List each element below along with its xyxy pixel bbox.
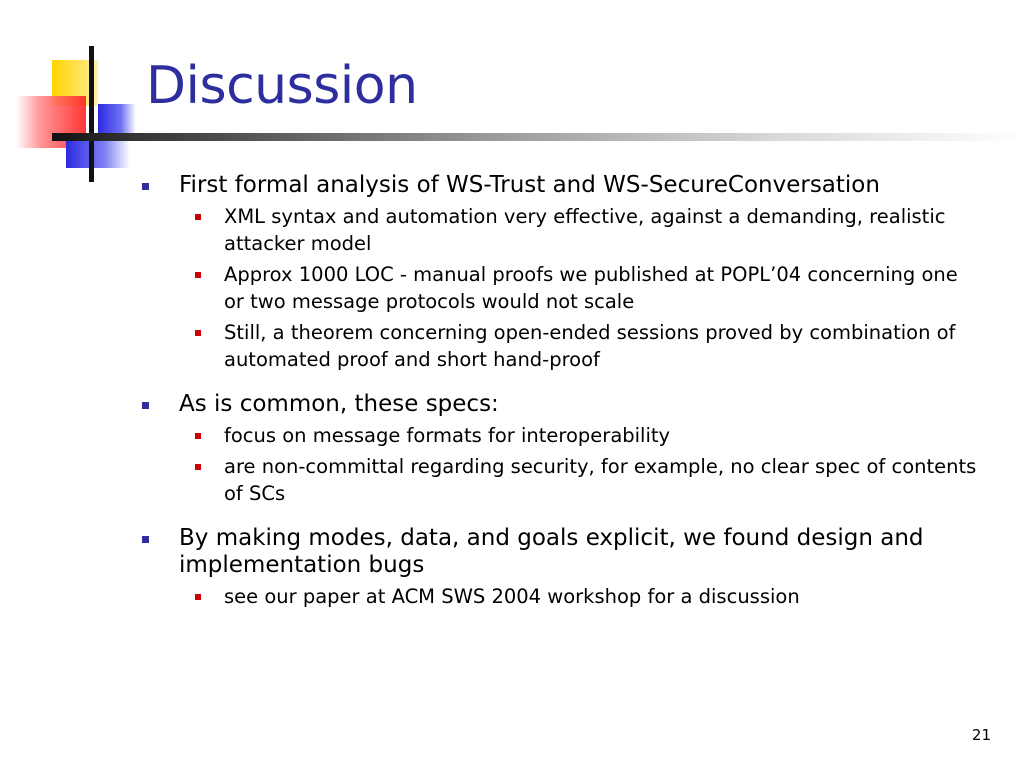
bullet-group-2: [140, 391, 980, 507]
sub-bullet-item: [140, 583, 980, 610]
square-bullet-icon: [195, 272, 201, 278]
square-bullet-icon: [142, 402, 149, 409]
bullet-text: First formal analysis of WS-Trust and WS-SecureConversation: [179, 172, 880, 198]
square-bullet-icon: [195, 433, 201, 439]
bullet-list: [140, 172, 980, 610]
sub-bullet-item: [140, 453, 980, 507]
sub-bullet-text: focus on message formats for interoperability: [224, 424, 671, 447]
square-bullet-icon: [195, 464, 201, 470]
bullet-group-1: [140, 172, 980, 373]
bullet-item: [140, 391, 980, 418]
sub-bullet-text: Still, a theorem concerning open-ended sessions proved by combination of automated proof and short hand-proof: [224, 321, 956, 371]
vertical-rule: [89, 46, 94, 182]
bullet-text: As is common, these specs:: [179, 391, 499, 417]
sub-bullet-text: see our paper at ACM SWS 2004 workshop for a discussion: [224, 585, 800, 608]
square-bullet-icon: [195, 594, 201, 600]
slide-title: Discussion: [146, 56, 418, 116]
sub-bullet-item: [140, 261, 980, 315]
sub-bullet-item: [140, 203, 980, 257]
bullet-group-3: [140, 525, 980, 610]
title-underline-rule: [52, 133, 1024, 141]
blue-bar-decoration: [66, 138, 130, 168]
sub-bullet-text: Approx 1000 LOC - manual proofs we published at POPL’04 concerning one or two message protocols would not scale: [224, 263, 958, 313]
sub-bullet-text: XML syntax and automation very effective, against a demanding, realistic attacker model: [224, 205, 946, 255]
bullet-item: [140, 525, 980, 579]
square-bullet-icon: [195, 330, 201, 336]
page-number: 21: [971, 726, 991, 744]
sub-bullet-text: are non-committal regarding security, for example, no clear spec of contents of SCs: [224, 455, 977, 505]
sub-bullet-item: [140, 319, 980, 373]
square-bullet-icon: [142, 536, 149, 543]
decorative-logo: [0, 0, 140, 190]
bullet-item: [140, 172, 980, 199]
sub-bullet-item: [140, 422, 980, 449]
bullet-text: By making modes, data, and goals explicit, we found design and implementation bugs: [179, 525, 924, 578]
square-bullet-icon: [195, 214, 201, 220]
square-bullet-icon: [142, 183, 149, 190]
